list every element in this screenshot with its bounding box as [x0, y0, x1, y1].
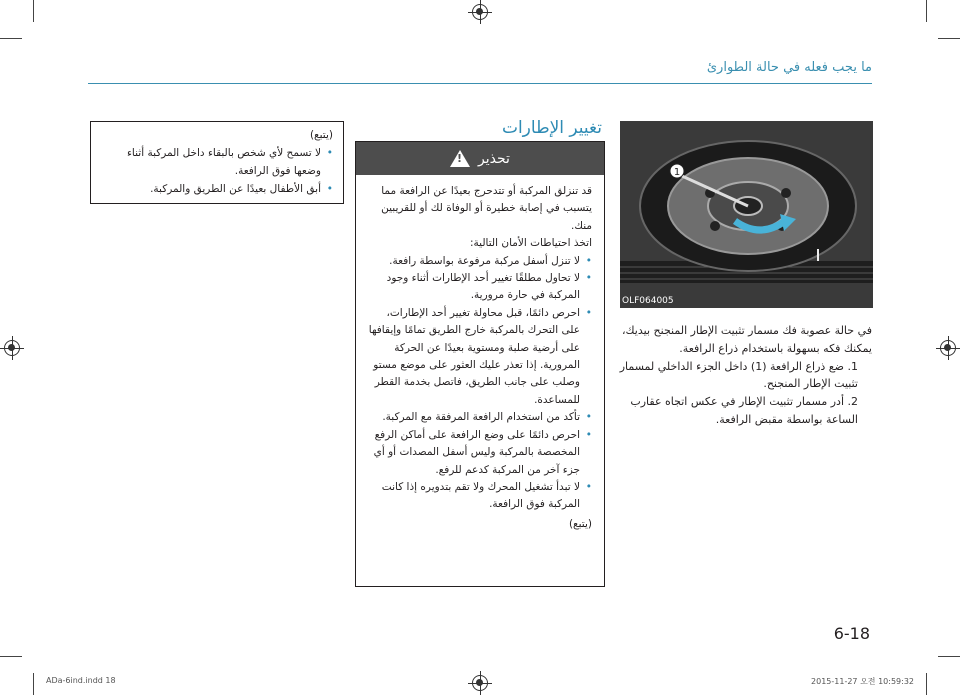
photo-code: OLF064005	[622, 296, 674, 306]
warning-header	[356, 142, 604, 175]
warning-item: • احرص دائمًا، قبل محاولة تغيير أحد الإطارات، على التحرك بالمركبة خارج الطريق تمامًا وإيقافها على أرضية صلبة ومستوية بعيدًا عن الحركة المرورية. إذا تعذر عليك العثور على موضع مستو وصلب على جانب الطريق، فاتصل بخدمة القطر للمساعدة.	[366, 305, 592, 409]
warning-body	[356, 175, 604, 533]
crop-mark	[33, 0, 34, 22]
page-number: 6-18	[833, 624, 870, 643]
warning-item: • تأكد من استخدام الرافعة المرفقة مع المركبة.	[366, 409, 592, 426]
crop-mark	[0, 38, 22, 39]
continued-item: • أبق الأطفال بعيدًا عن الطريق والمركبة.	[99, 180, 333, 198]
registration-mark	[4, 340, 20, 356]
warning-item: • لا تحاول مطلقًا تغيير أحد الإطارات أثناء وجود المركبة في حارة مرورية.	[366, 270, 592, 305]
warning-list	[366, 253, 592, 514]
warning-intro: قد تنزلق المركبة أو تتدحرج بعيدًا عن الرافعة مما يتسبب في إصابة خطيرة أو الوفاة لك أو للقريبين منك.	[381, 185, 592, 232]
continued-warning-box	[90, 121, 344, 204]
warning-continued: (يتبع)	[568, 517, 592, 530]
warning-triangle-icon: !	[450, 150, 470, 167]
running-header: ما يجب فعله في حالة الطوارئ	[706, 60, 872, 75]
registration-mark	[940, 340, 956, 356]
body-paragraph: في حالة عصوبة فك مسمار تثبيت الإطار المنجنح بيديك، يمكنك فكه بسهولة باستخدام ذراع الرافعة.	[621, 324, 872, 355]
callout-number: 1	[673, 167, 681, 178]
crop-mark	[938, 38, 960, 39]
continued-item: • لا تسمح لأي شخص بالبقاء داخل المركبة أثناء وضعها فوق الرافعة.	[99, 144, 333, 180]
crop-mark	[926, 673, 927, 695]
step-1: 1. ضع ذراع الرافعة (1) داخل الجزء الداخلي لمسمار تثبيت الإطار المنجنح.	[619, 359, 858, 391]
continued-heading: (يتبع)	[309, 129, 333, 141]
warning-item: • لا تبدأ تشغيل المحرك ولا تقم بتدويره إذا كانت المركبة فوق الرافعة.	[366, 479, 592, 514]
step-2: 2. أدر مسمار تثبيت الإطار في عكس اتجاه عقارب الساعة بواسطة مقبض الرافعة.	[630, 395, 858, 426]
warning-item: • احرص دائمًا على وضع الرافعة على أماكن الرفع المخصصة بالمركبة وليس أسفل المصدات أو أي جزء آخر من المركبة كدعم للرفع.	[366, 427, 592, 479]
section-title: تغيير الإطارات	[501, 118, 602, 138]
continued-list	[99, 144, 333, 198]
spare-tire-illustration	[620, 121, 873, 308]
warning-item: • لا تنزل أسفل مركبة مرفوعة بواسطة رافعة.	[366, 253, 592, 270]
warning-heading: تحذير	[478, 150, 510, 167]
crop-mark	[926, 0, 927, 22]
crop-mark	[938, 656, 960, 657]
print-slug-file: ADa-6ind.indd 18	[46, 676, 116, 685]
warning-precaution-intro: اتخذ احتياطات الأمان التالية:	[470, 237, 592, 250]
crop-mark	[0, 656, 22, 657]
print-slug-date: 2015-11-27 오전 10:59:32	[811, 677, 914, 686]
crop-mark	[33, 673, 34, 695]
body-text	[617, 322, 872, 429]
registration-mark	[472, 675, 488, 691]
registration-mark	[472, 4, 488, 20]
header-rule	[88, 83, 872, 84]
warning-box	[355, 141, 605, 587]
spare-tire-photo	[620, 121, 873, 308]
